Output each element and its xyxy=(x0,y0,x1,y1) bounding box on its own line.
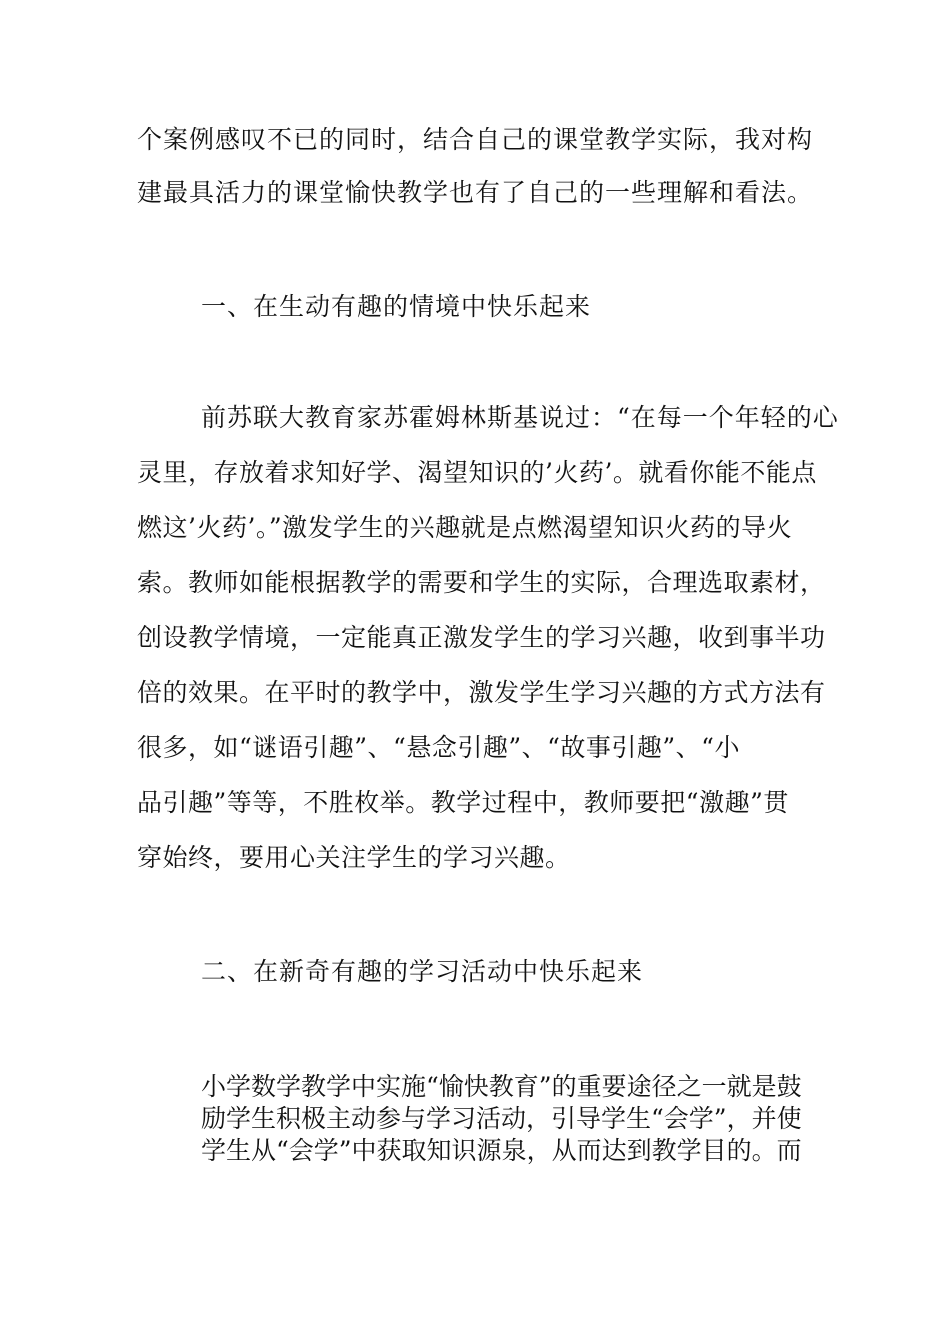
section-1-line-5: 创设教学情境，一定能真正激发学生的学习兴趣，收到事半功 xyxy=(137,623,826,652)
section-1-line-4: 索。教师如能根据教学的需要和学生的实际，合理选取素材， xyxy=(137,568,826,597)
section-1-line-6: 倍的效果。在平时的教学中，激发学生学习兴趣的方式方法有 xyxy=(137,678,826,707)
section-1-line-8: 品引趣”等等，不胜枚举。教学过程中，教师要把“激趣”贯 xyxy=(137,788,789,817)
intro-line-2: 建最具活力的课堂愉快教学也有了自己的一些理解和看法。 xyxy=(137,178,814,207)
section-2-line-2: 励学生积极主动参与学习活动，引导学生“会学”，并使 xyxy=(201,1104,802,1133)
section-1-line-1: 前苏联大教育家苏霍姆林斯基说过：“在每一个年轻的心 xyxy=(201,403,839,432)
section-2-heading: 二、在新奇有趣的学习活动中快乐起来 xyxy=(201,957,644,986)
section-2-line-1: 小学数学教学中实施“愉快教育”的重要途径之一就是鼓 xyxy=(201,1072,802,1101)
section-1-heading: 一、在生动有趣的情境中快乐起来 xyxy=(201,292,592,321)
section-1-line-7: 很多，如“谜语引趣”、“悬念引趣”、“故事引趣”、“小 xyxy=(137,733,740,762)
section-1-line-3: 燃这’火药’。”激发学生的兴趣就是点燃渴望知识火药的导火 xyxy=(137,513,793,542)
intro-line-1: 个案例感叹不已的同时，结合自己的课堂教学实际，我对构 xyxy=(137,125,814,154)
section-1-line-9: 穿始终，要用心关注学生的学习兴趣。 xyxy=(137,843,571,872)
section-1-line-2: 灵里，存放着求知好学、渴望知识的’火药’。就看你能不能点 xyxy=(137,458,817,487)
section-2-line-3: 学生从“会学”中获取知识源泉，从而达到教学目的。而 xyxy=(201,1136,802,1165)
